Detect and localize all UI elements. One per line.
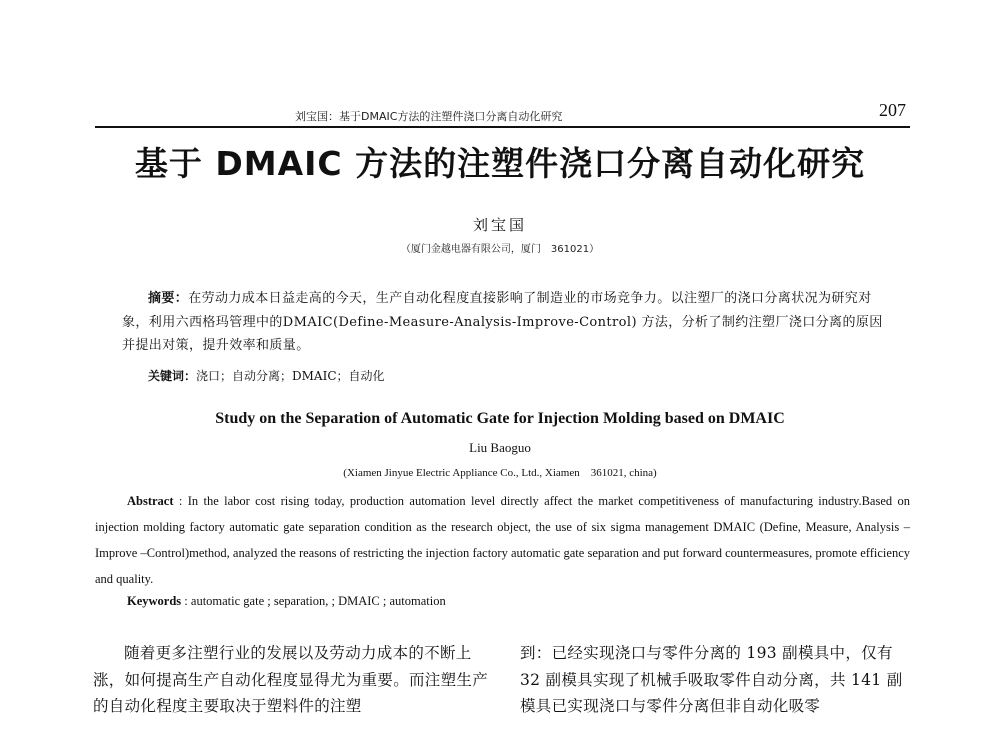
author-name-en: Liu Baoguo [469, 440, 531, 455]
body-column-right [520, 640, 918, 720]
page-number: 207 [879, 100, 906, 120]
running-title: 刘宝国：基于DMAIC方法的注塑件浇口分离自动化研究 [295, 110, 563, 123]
affiliation-cn: （厦门金越电器有限公司，厦门 361021） [400, 244, 600, 255]
keywords-cn-label: 关键词： [148, 369, 197, 383]
abstract-en-label: Abstract [127, 494, 174, 508]
running-header [95, 100, 910, 128]
keywords-en [127, 594, 446, 609]
author-name-cn: 刘宝国 [472, 216, 527, 234]
body-column-left [93, 640, 488, 720]
keywords-en-label: Keywords [127, 594, 182, 608]
abstract-cn-text: 在劳动力成本日益走高的今天，生产自动化程度直接影响了制造业的市场竞争力。以注塑厂的浇口分离状况为研究对象，利用六西格玛管理中的DMAIC(Define-Measure-Analysis-Improve-Control) 方法，分析了制约注塑厂浇口分离的原因并提出对策，提升效率和质量。 [122, 291, 883, 353]
abstract-en [95, 488, 910, 592]
keywords-cn [148, 367, 385, 384]
affiliation-en: (Xiamen Jinyue Electric Appliance Co., Ltd., Xiamen 361021, china) [343, 467, 657, 479]
abstract-cn-label: 摘要： [148, 291, 189, 306]
abstract-cn [122, 287, 892, 358]
abstract-en-text: : In the labor cost rising today, production automation level directly affect the market competitiveness of manufacturing industry.Based on injection molding factory automatic gate separation condition as the research object, the use of six sigma management DMAIC (Define, Measure, Analysis –Improve –Control)method, analyzed the reasons of restricting the injection factory automatic gate separation and put forward countermeasures, promote efficiency and quality. [95, 494, 910, 586]
keywords-en-text: : automatic gate ; separation, ; DMAIC ; automation [184, 594, 446, 608]
keywords-cn-text: 浇口；自动分离；DMAIC；自动化 [196, 369, 385, 383]
body-paragraph-left: 随着更多注塑行业的发展以及劳动力成本的不断上涨，如何提高生产自动化程度显得尤为重要。而注塑生产的自动化程度主要取决于塑料件的注塑 [93, 644, 489, 715]
body-paragraph-right: 到：已经实现浇口与零件分离的 193 副模具中，仅有 32 副模具实现了机械手吸取零件自动分离，共 141 副模具已实现浇口与零件分离但非自动化吸零 [520, 644, 903, 715]
paper-title: 基于 DMAIC 方法的注塑件浇口分离自动化研究 [134, 144, 866, 183]
paper-title-en: Study on the Separation of Automatic Gate for Injection Molding based on DMAIC [215, 410, 785, 427]
